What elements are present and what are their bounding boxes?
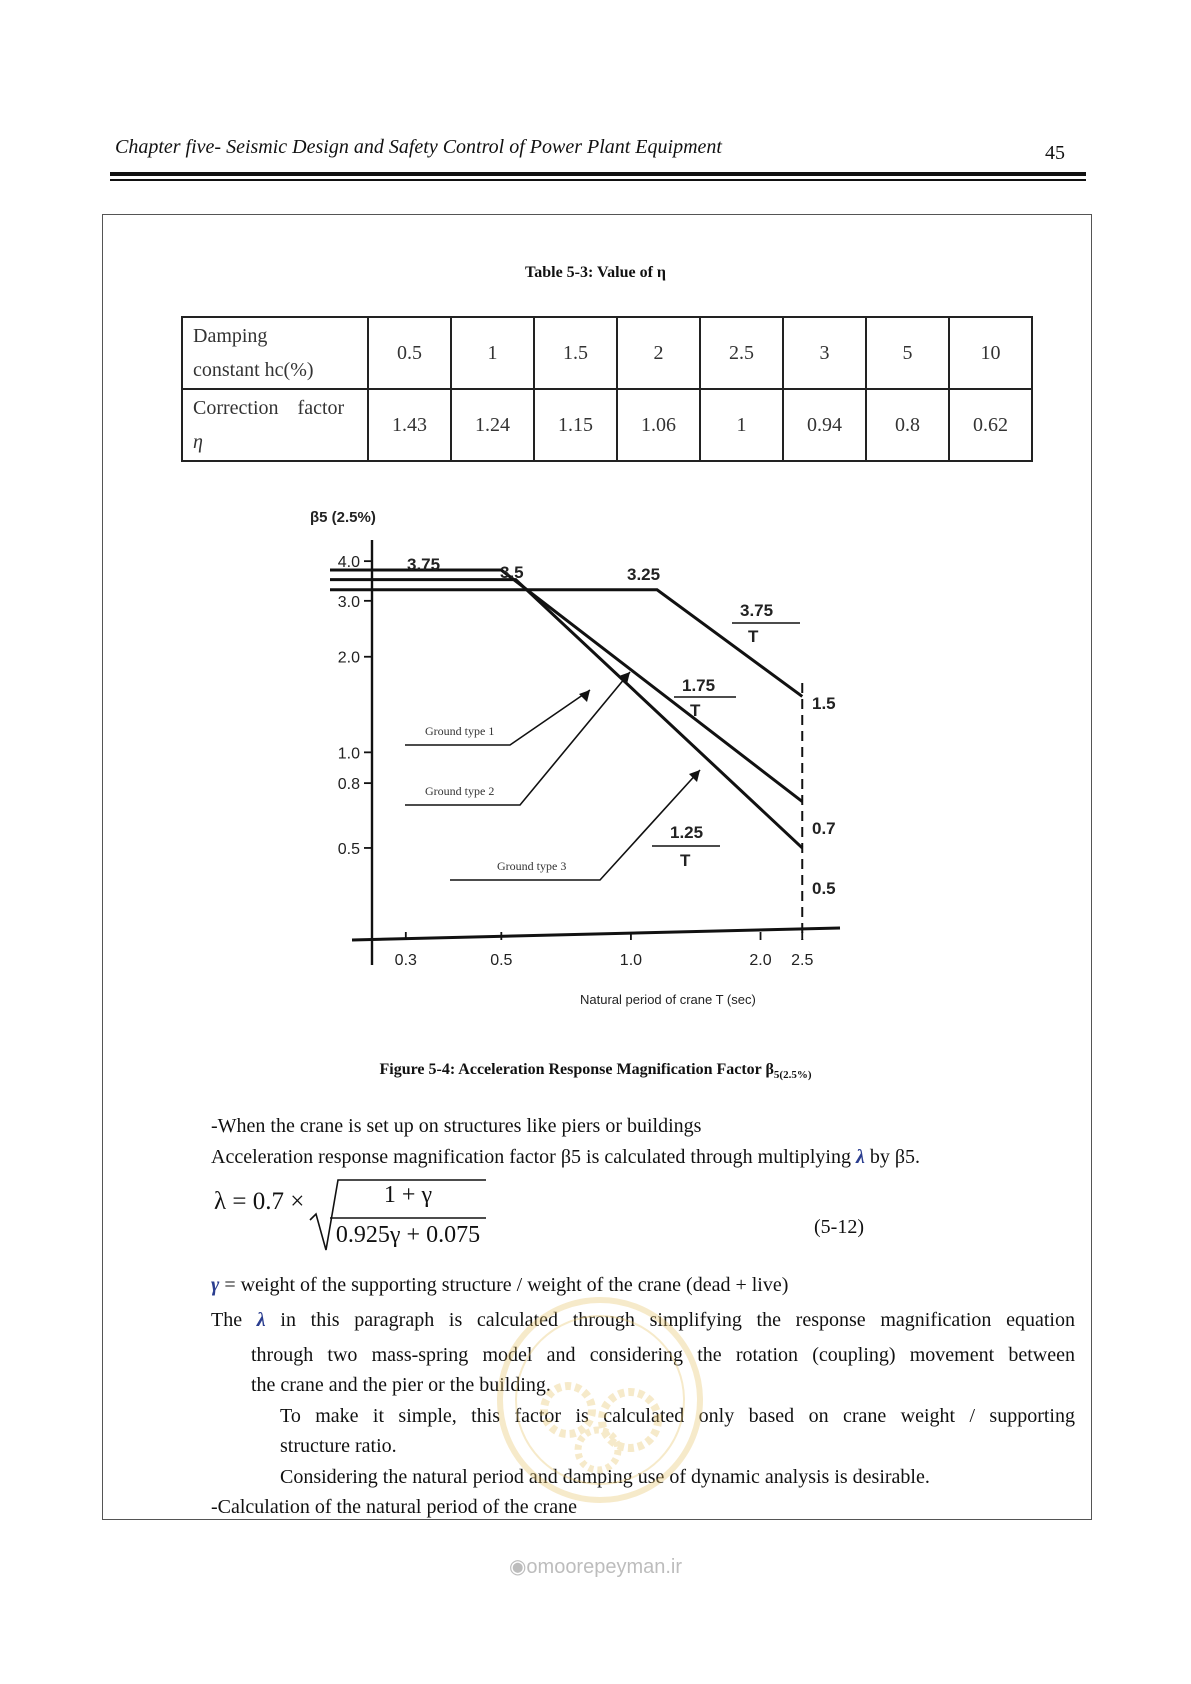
x-tick-label: 0.3 [394,952,417,969]
intro-line-2 [211,1142,920,1172]
y-tick-label: 4.0 [337,554,360,572]
end-value-label: 1.5 [812,694,836,713]
formula-denominator: T [748,627,759,646]
series-line-3 [330,590,802,697]
end-value-label: 0.5 [812,879,836,898]
y-tick-label: 0.8 [337,776,360,794]
text-segment: by β5. [864,1146,921,1168]
figure-caption [0,1061,1191,1081]
row-header-line: Damping [193,325,268,347]
paragraph-line: structure ratio. [280,1435,397,1457]
chart-xlabel: Natural period of crane T (sec) [580,992,756,1007]
paragraph-line: To make it simple, this factor is calculated only based on crane weight / supporting [280,1405,1075,1427]
row-header-line: constant hc(%) [193,359,314,381]
equation-numerator: 1 + γ [383,1182,433,1208]
text-segment: Acceleration response magnification factor β5 is calculated through multiplying [211,1146,856,1168]
watermark-globe-icon: ◉ [508,1556,527,1578]
table-cell: 2 [617,317,700,389]
plateau-label: 3.5 [500,563,524,582]
table-cell: 0.94 [783,389,866,461]
equation-lhs: λ = 0.7 × [214,1188,305,1215]
lambda-symbol: λ [855,1146,865,1168]
table-cell: 0.5 [368,317,451,389]
y-tick-label: 2.0 [337,649,360,667]
equation-number: (5-12) [814,1216,864,1238]
table-cell: 1.43 [368,389,451,461]
gamma-symbol: γ [211,1274,220,1296]
running-header: Chapter five- Seismic Design and Safety Control of Power Plant Equipment [115,136,722,158]
watermark-seal-icon [490,1290,710,1520]
x-tick-label: 2.5 [791,952,814,969]
paragraph-line: through two mass-spring model and considering the rotation (coupling) movement between [251,1344,1075,1366]
table-cell: 1.06 [617,389,700,461]
table-cell: 1 [700,389,783,461]
formula-denominator: T [690,701,701,720]
plateau-label: 3.25 [627,565,661,584]
row-header-line: Correction factor [193,397,345,419]
table-cell: 1.24 [451,389,534,461]
watermark-text: omoorepeyman.ir [526,1556,683,1578]
text-segment: in this paragraph is calculated through simplifying the response magnification equation [265,1309,1075,1331]
ground-type-label: Ground type 1 [425,724,495,738]
y-tick-label: 3.0 [337,593,360,611]
figure-caption-text: Figure 5-4: Acceleration Response Magnification Factor β [379,1061,774,1078]
row-header-line: η [193,431,203,453]
intro-line: -When the crane is set up on structures like piers or buildings [211,1115,702,1137]
formula-denominator: T [680,851,691,870]
plateau-label: 3.75 [407,555,441,574]
end-value-label: 0.7 [812,819,836,838]
paragraph-line: the crane and the pier or the building. [251,1374,551,1396]
figure-caption-sub: 5(2.5%) [773,1069,812,1082]
table-cell: 1.5 [534,317,617,389]
watermark-url [0,1554,1191,1579]
chart-ylabel: β5 (2.5%) [310,509,376,526]
table-cell: 1 [451,317,534,389]
y-tick-label: 0.5 [337,840,360,858]
table-cell: 5 [866,317,949,389]
x-tick-label: 1.0 [619,952,643,969]
series-line-1 [330,570,802,801]
table-cell: 0.62 [949,389,1032,461]
text-segment: The [211,1309,257,1331]
table-caption: Table 5-3: Value of η [525,264,666,281]
equation-denominator: 0.925γ + 0.075 [335,1222,481,1248]
x-tick-label: 0.5 [490,952,513,969]
formula-numerator: 1.75 [682,676,716,695]
table-cell: 0.8 [866,389,949,461]
ground-type-label: Ground type 3 [497,859,567,873]
x-axis [352,928,840,940]
page-number: 45 [1045,142,1065,164]
lambda-symbol: λ [256,1309,266,1331]
y-tick-label: 1.0 [337,745,360,763]
formula-numerator: 1.25 [670,823,704,842]
text-segment: = weight of the supporting structure / weight of the crane (dead + live) [224,1274,789,1296]
paragraph-line: -Calculation of the natural period of the crane [211,1496,577,1518]
table-cell: 10 [949,317,1032,389]
formula-numerator: 3.75 [740,601,774,620]
table-cell: 1.15 [534,389,617,461]
table-cell: 3 [783,317,866,389]
ground-type-label: Ground type 2 [425,784,495,798]
x-tick-label: 2.0 [749,952,772,969]
paragraph-line: Considering the natural period and damping use of dynamic analysis is desirable. [280,1466,930,1488]
table-cell: 2.5 [700,317,783,389]
